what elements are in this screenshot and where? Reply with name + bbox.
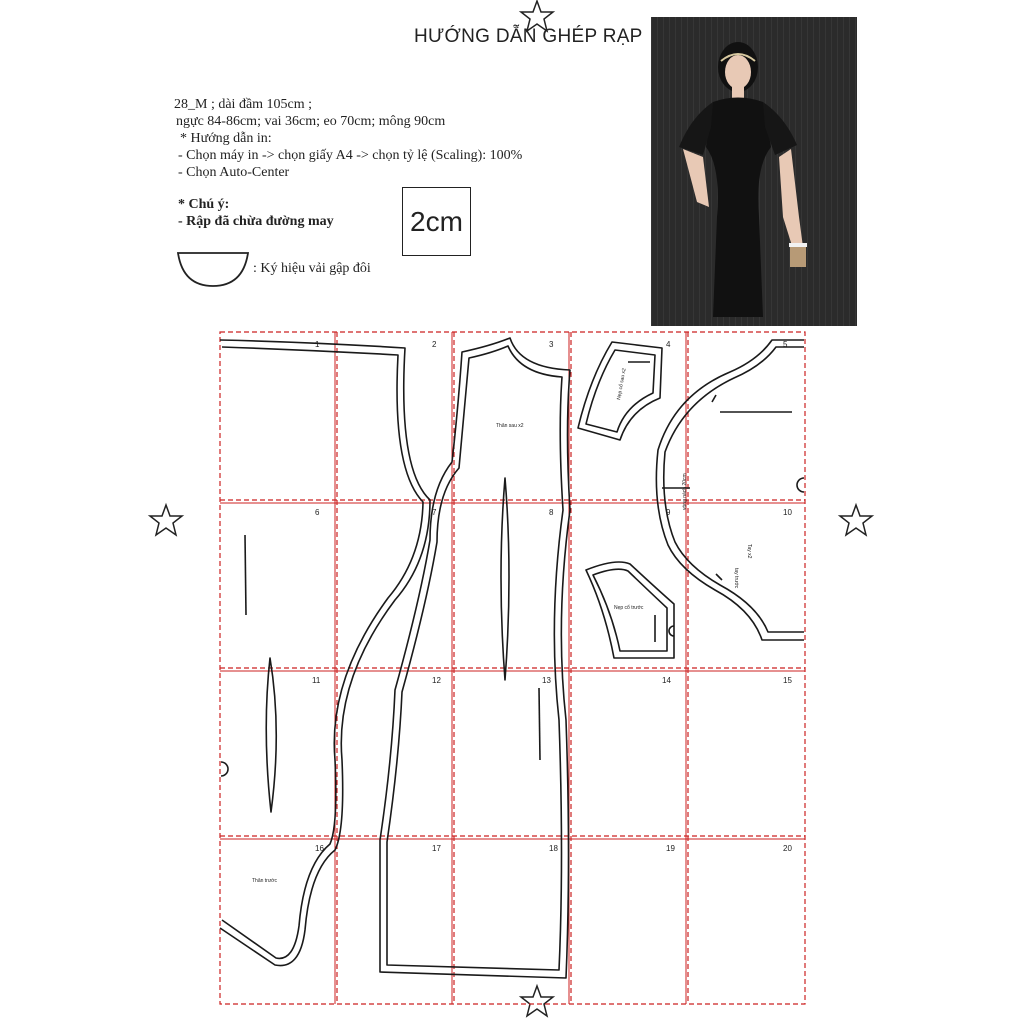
sleeve-measure-label: vòng nách 20cm bbox=[682, 473, 688, 510]
cell-number: 16 bbox=[315, 844, 324, 853]
back-body-piece bbox=[380, 338, 570, 978]
star-icon bbox=[521, 1, 553, 31]
cell-number: 10 bbox=[783, 508, 792, 517]
cell-number: 2 bbox=[432, 340, 437, 349]
back-facing-label: Nẹp cổ sau x2 bbox=[616, 367, 628, 401]
note-text: - Rập đã chừa đường may bbox=[178, 214, 334, 229]
print-grid bbox=[220, 332, 805, 1004]
pattern-pieces bbox=[220, 338, 804, 978]
front-facing-piece bbox=[586, 562, 674, 658]
star-icon bbox=[521, 986, 553, 1016]
cell-number: 15 bbox=[783, 676, 792, 685]
cell-number: 9 bbox=[666, 508, 671, 517]
cell-number: 20 bbox=[783, 844, 792, 853]
notch-icon bbox=[221, 762, 228, 776]
scale-label: 2cm bbox=[410, 205, 463, 237]
cell-number: 12 bbox=[432, 676, 441, 685]
measure-line: ngực 84-86cm; vai 36cm; eo 70cm; mông 90cm bbox=[176, 114, 446, 129]
back-facing-piece bbox=[578, 342, 662, 440]
cell-number: 11 bbox=[312, 676, 321, 685]
star-icon bbox=[150, 505, 182, 535]
size-line: 28_M ; dài đầm 105cm ; bbox=[174, 97, 313, 112]
note-heading: * Chú ý: bbox=[178, 197, 230, 212]
grainline-icon bbox=[245, 535, 246, 615]
front-body-piece bbox=[220, 340, 430, 966]
cell-numbers bbox=[312, 340, 792, 853]
cell-number: 8 bbox=[549, 508, 554, 517]
back-body-label: Thân sau x2 bbox=[496, 423, 524, 429]
front-facing-label: Nẹp cổ trước bbox=[614, 605, 644, 611]
star-icon bbox=[840, 505, 872, 535]
sleeve-front-label: tay trước bbox=[733, 568, 739, 589]
cell-number: 19 bbox=[666, 844, 675, 853]
notch-line bbox=[712, 395, 716, 402]
notch-icon bbox=[797, 478, 804, 492]
grainline-icon bbox=[539, 688, 540, 760]
page-title: HƯỚNG DẪN GHÉP RẠP bbox=[414, 26, 643, 47]
cell-number: 13 bbox=[542, 676, 551, 685]
print-step-2: - Chọn Auto-Center bbox=[178, 165, 290, 180]
cell-number: 14 bbox=[662, 676, 671, 685]
cell-number: 7 bbox=[432, 508, 437, 517]
cell-number: 17 bbox=[432, 844, 441, 853]
sleeve-label: Tay x2 bbox=[746, 544, 752, 559]
cell-number: 3 bbox=[549, 340, 554, 349]
dart-icon bbox=[266, 658, 276, 812]
cell-number: 1 bbox=[315, 340, 320, 349]
print-step-1: - Chọn máy in -> chọn giấy A4 -> chọn tỷ lệ (Scaling): 100% bbox=[178, 148, 523, 163]
fold-symbol-icon bbox=[178, 253, 248, 286]
front-body-label: Thân trước bbox=[252, 878, 277, 884]
star-markers bbox=[150, 1, 872, 1016]
cell-number: 18 bbox=[549, 844, 558, 853]
dart-icon bbox=[501, 478, 509, 680]
notch-line bbox=[716, 574, 722, 580]
print-heading: * Hướng dẫn in: bbox=[180, 131, 272, 146]
sleeve-piece bbox=[656, 340, 804, 640]
cell-number: 5 bbox=[783, 340, 788, 349]
cell-number: 4 bbox=[666, 340, 671, 349]
cell-number: 6 bbox=[315, 508, 320, 517]
fold-legend-text: : Ký hiệu vải gập đôi bbox=[253, 261, 371, 276]
